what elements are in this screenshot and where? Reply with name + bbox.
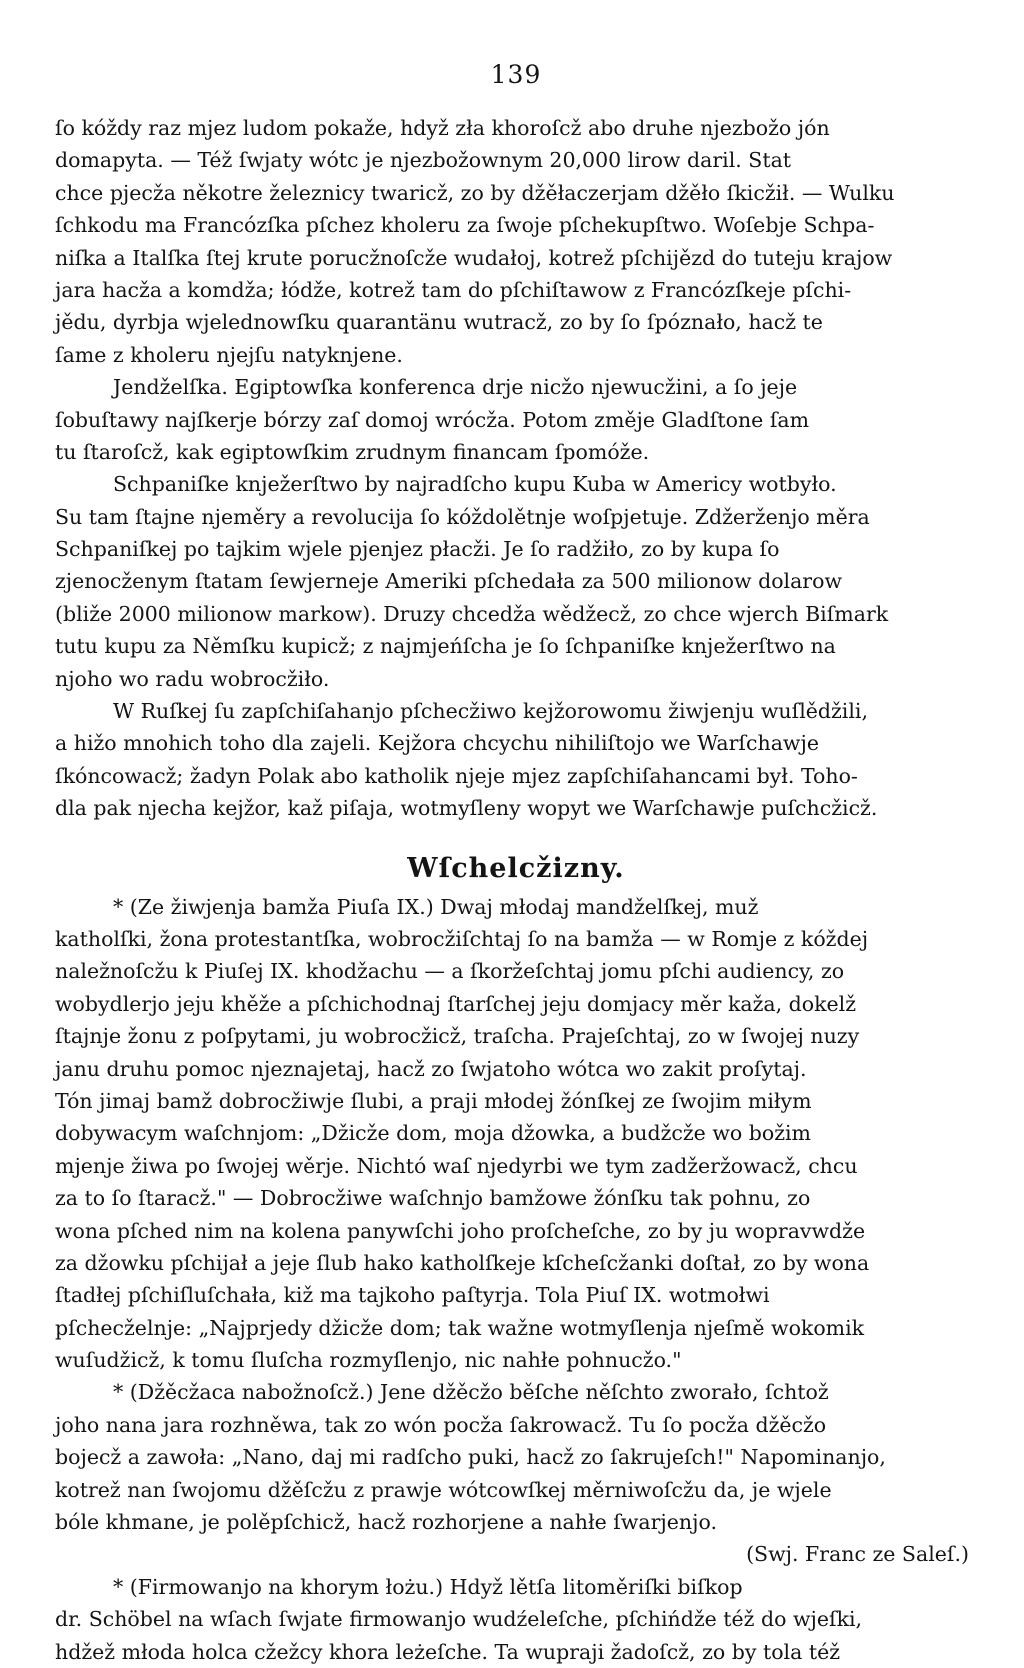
text-line: joho nana jara rozhněwa, tak zo wón pocža ſakrowacž. Tu ſo pocža džěcžo xyxy=(55,1412,827,1437)
text-line: njoho wo radu wobrocžiło. xyxy=(55,666,330,691)
text-line: tutu kupu za Němſku kupicž; z najmjeńſcha je ſo ſchpaniſke knježerſtwo na xyxy=(55,634,836,659)
text-line: bojecž a zawoła: „Nano, daj mi radſcho puki, hacž zo ſakrujeſch!" Napominanjo, xyxy=(55,1445,886,1470)
text-line: jara hacža a komdža; łódže, kotrež tam do pſchiſtawow z Francózſkeje pſchi- xyxy=(55,277,852,302)
text-line: ſo kóždy raz mjez ludom pokaže, hdyž zła khoroſcž abo druhe njezbožo jón xyxy=(55,116,830,140)
page-number: 139 xyxy=(490,60,542,89)
text-line: za to ſo ſtaracž." — Dobrocžiwe waſchnjo bamžowe žónſku tak pohnu, zo xyxy=(55,1186,811,1211)
text-line: wobydlerjo jeju khěže a pſchichodnaj ſtarſchej jeju domjacy měr kaža, dokelž xyxy=(55,991,857,1016)
text-line: Su tam ſtajne njeměry a revolucija ſo kóždolětnje woſpjetuje. Zdžerženjo měra xyxy=(55,504,870,529)
misc-section xyxy=(55,891,977,1668)
text-line: Jendželſka. Egiptowſka konferenca drje nicžo njewucžini, a ſo jeje xyxy=(113,375,798,400)
text-line: * (Ze žiwjenja bamža Piuſa IX.) Dwaj młodaj mandželſkej, muž xyxy=(113,894,759,919)
text-line: ſtajnje žonu z poſpytami, ju wobrocžicž, traſcha. Prajeſchtaj, zo w ſwojej nuzy xyxy=(55,1024,860,1049)
text-line: za džowku pſchijał a jeje ſlub hako katholſkeje kſcheſcžanki doſtał, zo by wona xyxy=(55,1250,870,1275)
attribution-line: (Swj. Franc ze Saleſ.) xyxy=(746,1542,969,1567)
text-line: mjenje žiwa po ſwojej wěrje. Nichtó waſ njedyrbi we tym zadžeržowacž, chcu xyxy=(55,1153,858,1178)
text-line: (bliže 2000 milionow markow). Druzy chcedža wědžecž, zo chce wjerch Biſmark xyxy=(55,601,889,626)
text-line: kotrež nan ſwojomu džěſcžu z prawje wótcowſkej měrniwoſcžu da, je wjele xyxy=(55,1477,832,1502)
text-line: wuſudžicž, k tomu ſluſcha rozmyſlenjo, nic nahłe pohnucžo." xyxy=(55,1348,682,1373)
text-line: chce pjecža někotre železnicy twaricž, zo by džěłaczerjam džěło ſkicžił. — Wulku xyxy=(55,180,895,205)
text-line: W Ruſkej ſu zapſchiſahanjo pſchecžiwo kejžorowomu žiwjenju wuſlědžili, xyxy=(113,699,868,724)
text-line: Schpaniſkej po tajkim wjele pjenjez płacži. Je ſo radžiło, zo by kupa ſo xyxy=(55,537,780,562)
text-line: ſtadłej pſchiſluſchała, kiž ma tajkoho paſtyrja. Tola Piuſ IX. wotmołwi xyxy=(55,1283,770,1308)
document-page xyxy=(55,60,977,1664)
text-line: janu druhu pomoc njeznajetaj, hacž zo ſwjatoho wótca wo zakit proſytaj. xyxy=(55,1056,807,1081)
text-line: dobywacym waſchnjom: „Džicže dom, moja džowka, a budžcže wo božim xyxy=(55,1121,811,1146)
text-line: pſchecželnje: „Najprjedy džicže dom; tak wažne wotmyſlenja njeſmě wokomik xyxy=(55,1315,865,1340)
text-line: naležnoſcžu k Piuſej IX. khodžachu — a ſkoržeſchtaj jomu pſchi audiency, zo xyxy=(55,959,845,984)
news-section xyxy=(55,112,977,825)
text-line: ſchkodu ma Francózſka pſchez kholeru za ſwoje pſchekupſtwo. Woſebje Schpa- xyxy=(55,213,875,238)
text-line: zjenocženym ſtatam ſewjerneje Ameriki pſchedała za 500 milionow dolarow xyxy=(55,569,842,594)
text-line: ſkóncowacž; žadyn Polak abo katholik njeje mjez zapſchiſahancami był. Toho- xyxy=(55,763,858,788)
text-line: a hižo mnohich toho dla zajeli. Kejžora chcychu nihiliſtojo we Warſchawje xyxy=(55,731,819,756)
section-title: Wſchelcžizny. xyxy=(407,852,625,884)
text-line: bóle khmane, je polěpſchicž, hacž rozhorjene a nahłe ſwarjenjo. xyxy=(55,1510,717,1535)
text-line: katholſki, žona protestantſka, wobrocžiſchtaj ſo na bamža — w Romje z kóždej xyxy=(55,926,869,951)
text-line: domapyta. — Též ſwjaty wótc je njezbožownym 20,000 lirow daril. Stat xyxy=(55,148,792,173)
text-line: jědu, dyrbja wjelednowſku quarantänu wutracž, zo by ſo ſpóznało, hacž te xyxy=(55,310,823,335)
text-line: ſobuſtawy najſkerje bórzy zaſ domoj wrócža. Potom změje Gladſtone ſam xyxy=(55,407,810,432)
text-line: niſka a Italſka ſtej krute porucžnoſcže wudałoj, kotrež pſchijězd do tuteju krajow xyxy=(55,245,893,270)
text-line: tu ſtaroſcž, kak egiptowſkim zrudnym financam ſpomóže. xyxy=(55,439,650,464)
text-line: dla pak njecha kejžor, kaž piſaja, wotmyſleny wopyt we Warſchawje puſchcžicž. xyxy=(55,796,878,821)
text-line: wona pſched nim na kolena panywſchi joho proſcheſche, zo by ju wopravwdže xyxy=(55,1218,866,1243)
text-line: ſame z kholeru njejſu natyknjene. xyxy=(55,342,403,367)
text-line: dr. Schöbel na wſach ſwjate firmowanjo wudźeleſche, pſchińdže též do wjeſki, xyxy=(55,1607,863,1632)
text-line: hdžež młoda holca cžežcy khora leżeſche. Ta wupraji žadoſcž, zo by tola též xyxy=(55,1639,840,1664)
text-line: * (Džěcžaca nabožnoſcž.) Jene džěcžo běſche něſchto zworało, ſchtož xyxy=(113,1380,829,1405)
text-line: Tón jimaj bamž dobrocžiwje ſlubi, a praji młodej žónſkej ze ſwojim miłym xyxy=(55,1088,812,1113)
text-line: Schpaniſke knježerſtwo by najradſcho kupu Kuba w Americy wotbyło. xyxy=(113,472,837,497)
text-line: * (Firmowanjo na khorym łożu.) Hdyž lětſa litoměriſki biſkop xyxy=(113,1574,743,1599)
